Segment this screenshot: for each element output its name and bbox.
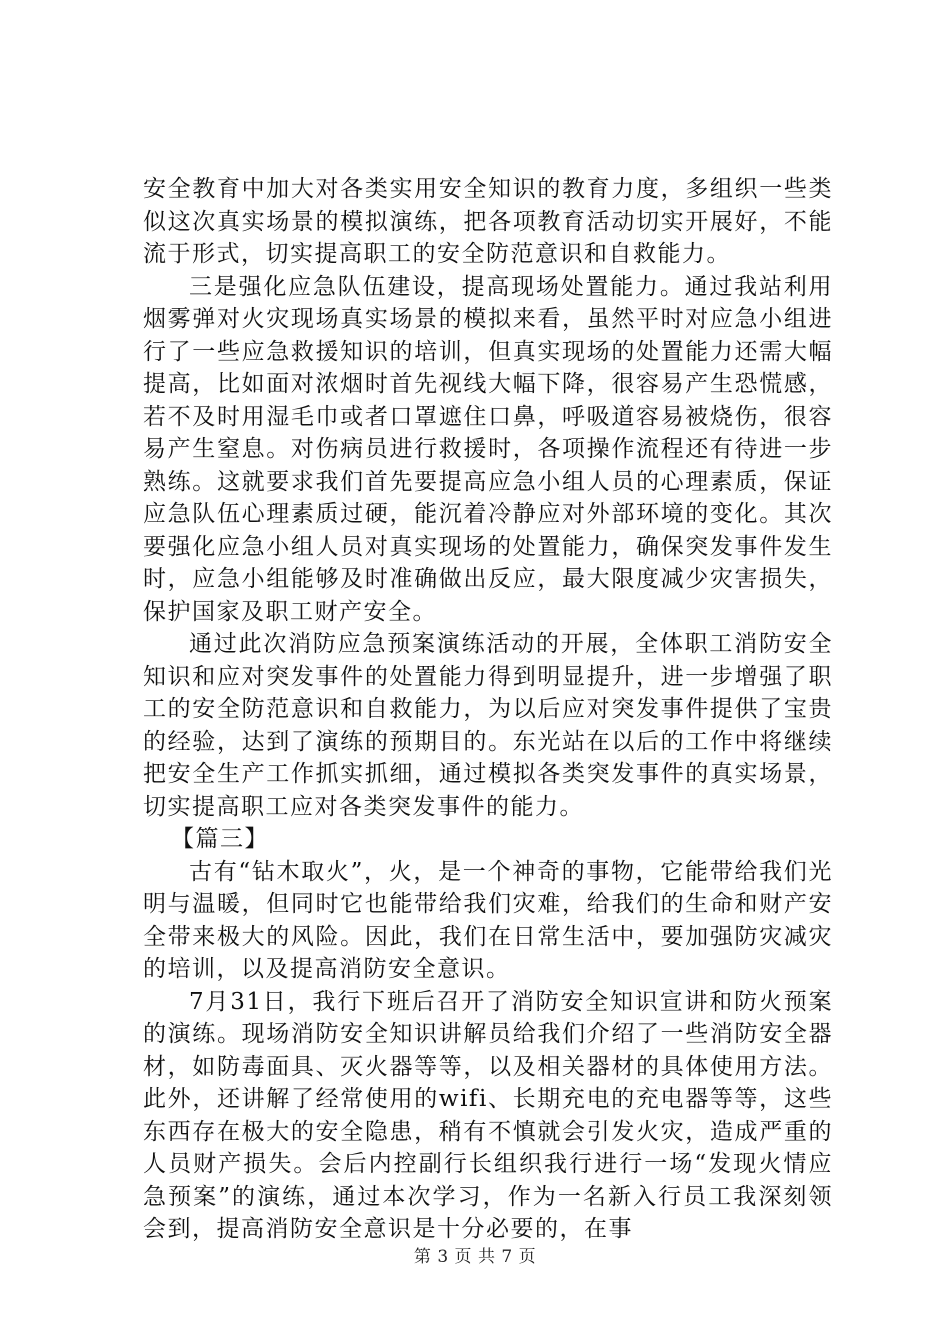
paragraph-5: 7月31日，我行下班后召开了消防安全知识宣讲和防火预案的演练。现场消防安全知识讲解员给我们介绍了一些消防安全器材，如防毒面具、灭火器等等，以及相关器材的具体使用方法。此外，还讲解了经常使用的wifi、长期充电的充电器等等，这些东西存在极大的安全隐患，稍有不慎就会引发火灾，造成严重的人员财产损失。会后内控副行长组织我行进行一场“发现火情应急预案”的演练，通过本次学习，作为一名新入行员工我深刻领会到，提高消防安全意识是十分必要的，在事 [143, 988, 833, 1242]
paragraph-1: 安全教育中加大对各类实用安全知识的教育力度，多组织一些类似这次真实场景的模拟演练，把各项教育活动切实开展好，不能流于形式，切实提高职工的安全防范意识和自救能力。 [143, 176, 833, 267]
section-heading: 【篇三】 [171, 826, 269, 852]
paragraph-3: 通过此次消防应急预案演练活动的开展，全体职工消防安全知识和应对突发事件的处置能力得到明显提升，进一步增强了职工的安全防范意识和自救能力，为以后应对突发事件提供了宝贵的经验，达到了演练的预期目的。东光站在以后的工作中将继续把安全生产工作抓实抓细，通过模拟各类突发事件的真实场景，切实提高职工应对各类突发事件的能力。 [143, 631, 833, 820]
paragraph-4: 古有“钻木取火”，火，是一个神奇的事物，它能带给我们光明与温暖，但同时它也能带给我们灾难，给我们的生命和财产安全带来极大的风险。因此，我们在日常生活中，要加强防灾减灾的培训，以及提高消防安全意识。 [143, 858, 833, 982]
document-body [143, 173, 833, 1246]
page-number-footer: 第 3 页 共 7 页 [413, 1247, 537, 1267]
paragraph-2: 三是强化应急队伍建设，提高现场处置能力。通过我站利用烟雾弹对火灾现场真实场景的模拟来看，虽然平时对应急小组进行了一些应急救援知识的培训，但真实现场的处置能力还需大幅提高，比如面对浓烟时首先视线大幅下降，很容易产生恐慌感，若不及时用湿毛巾或者口罩遮住口鼻，呼吸道容易被烧伤，很容易产生窒息。对伤病员进行救援时，各项操作流程还有待进一步熟练。这就要求我们首先要提高应急小组人员的心理素质，保证应急队伍心理素质过硬，能沉着冷静应对外部环境的变化。其次要强化应急小组人员对真实现场的处置能力，确保突发事件发生时，应急小组能够及时准确做出反应，最大限度减少灾害损失，保护国家及职工财产安全。 [143, 273, 833, 625]
